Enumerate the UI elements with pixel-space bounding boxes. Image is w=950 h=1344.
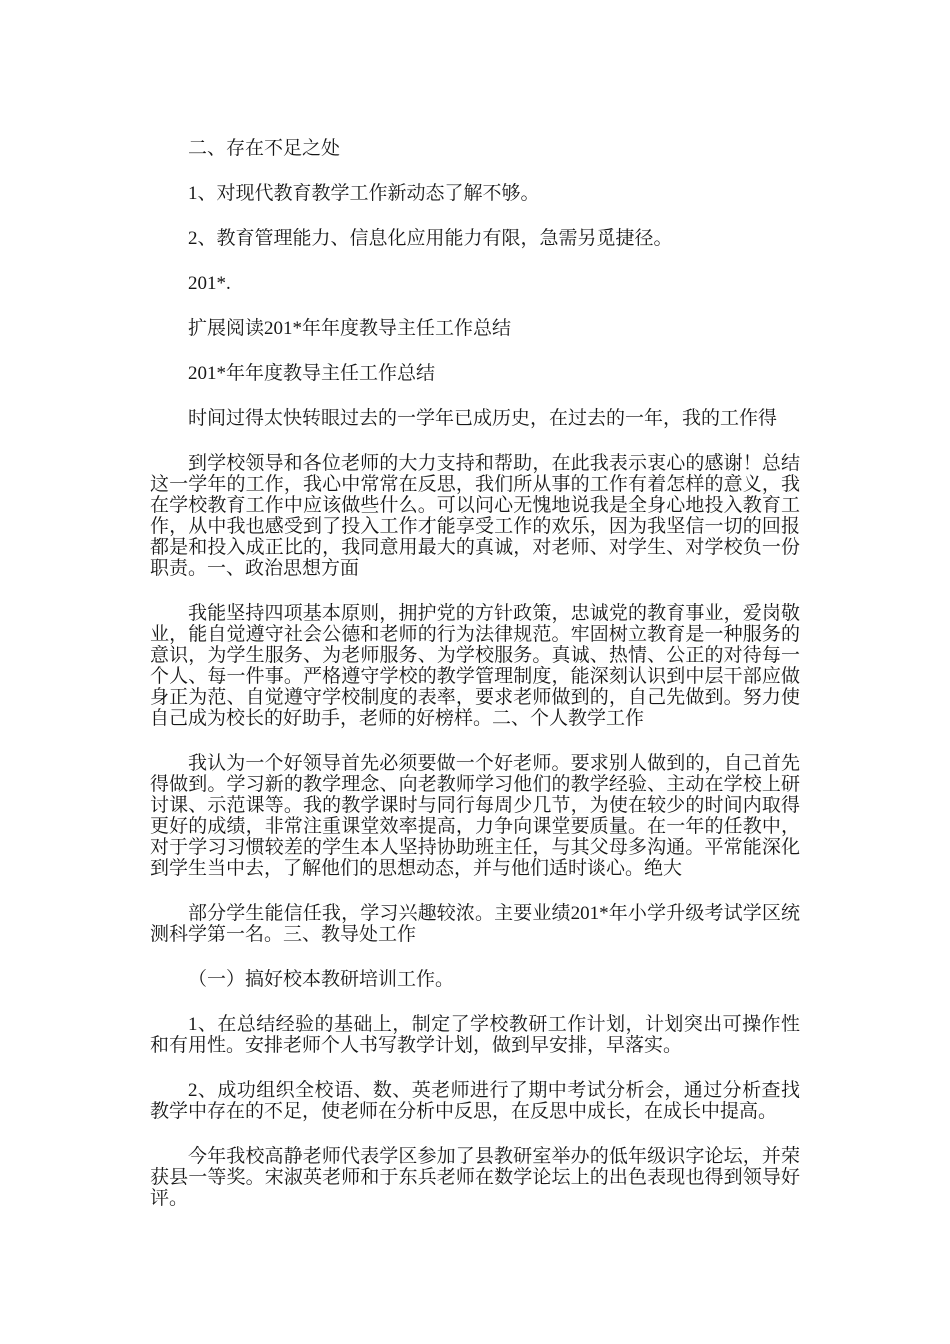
paragraph-teacher-awards: 今年我校高静老师代表学区参加了县教研室举办的低年级识字论坛，并荣获县一等奖。宋淑英老师和于东兵老师在数学论坛上的出色表现也得到领导好评。	[150, 1146, 800, 1209]
paragraph-thanks-and-political-section: 到学校领导和各位老师的大力支持和帮助，在此我表示衷心的感谢！总结这一学年的工作，我心中常常在反思，我们所从事的工作有着怎样的意义，我在学校教育工作中应该做些什么。可以问心无愧地说我是全身心地投入教育工作，从中我也感受到了投入工作才能享受工作的欢乐，因为我坚信一切的回报都是和投入成正比的，我同意用最大的真诚，对老师、对学生、对学校负一份职责。一、政治思想方面	[150, 453, 800, 579]
paragraph-achievements: 部分学生能信任我，学习兴趣较浓。主要业绩201*年小学升级考试学区统测科学第一名。三、教导处工作	[150, 903, 800, 945]
paragraph-political-thought: 我能坚持四项基本原则，拥护党的方针政策，忠诚党的教育事业，爱岗敬业，能自觉遵守社会公德和老师的行为法律规范。牢固树立教育是一种服务的意识，为学生服务、为老师服务、为学校服务。真诚、热情、公正的对待每一个人、每一件事。严格遵守学校的教学管理制度，能深刻认识到中层干部应做身正为范、自觉遵守学校制度的表率，要求老师做到的，自己先做到。努力使自己成为校长的好助手，老师的好榜样。二、个人教学工作	[150, 603, 800, 729]
year-marker: 201*.	[188, 273, 231, 294]
list-item-exam-analysis: 2、成功组织全校语、数、英老师进行了期中考试分析会，通过分析查找教学中存在的不足，使老师在分析中反思，在反思中成长，在成长中提高。	[150, 1080, 800, 1122]
list-item-shortcoming-2: 2、教育管理能力、信息化应用能力有限，急需另觅捷径。	[188, 228, 673, 249]
paragraph-personal-teaching-work: 我认为一个好领导首先必须要做一个好老师。要求别人做到的，自己首先得做到。学习新的教学理念、向老教师学习他们的教学经验、主动在学校上研讨课、示范课等。我的教学课时与同行每周少几节，为使在较少的时间内取得更好的成绩，非常注重课堂效率提高，力争向课堂要质量。在一年的任教中，对于学习习惯较差的学生本人坚持协助班主任，与其父母多沟通。平常能深化到学生当中去，了解他们的思想动态，并与他们适时谈心。绝大	[150, 753, 800, 879]
subsection-title-school-research: （一）搞好校本教研培训工作。	[188, 969, 455, 990]
list-item-shortcoming-1: 1、对现代教育教学工作新动态了解不够。	[188, 183, 540, 204]
list-item-research-plan: 1、在总结经验的基础上，制定了学校教研工作计划，计划突出可操作性和有用性。安排老师个人书写教学计划，做到早安排，早落实。	[150, 1014, 800, 1056]
document-title: 201*年年度教导主任工作总结	[188, 363, 436, 384]
paragraph-intro: 时间过得太快转眼过去的一学年已成历史，在过去的一年，我的工作得	[188, 408, 778, 429]
section-title-shortcomings: 二、存在不足之处	[188, 138, 341, 159]
extended-reading-title: 扩展阅读201*年年度教导主任工作总结	[188, 318, 512, 339]
